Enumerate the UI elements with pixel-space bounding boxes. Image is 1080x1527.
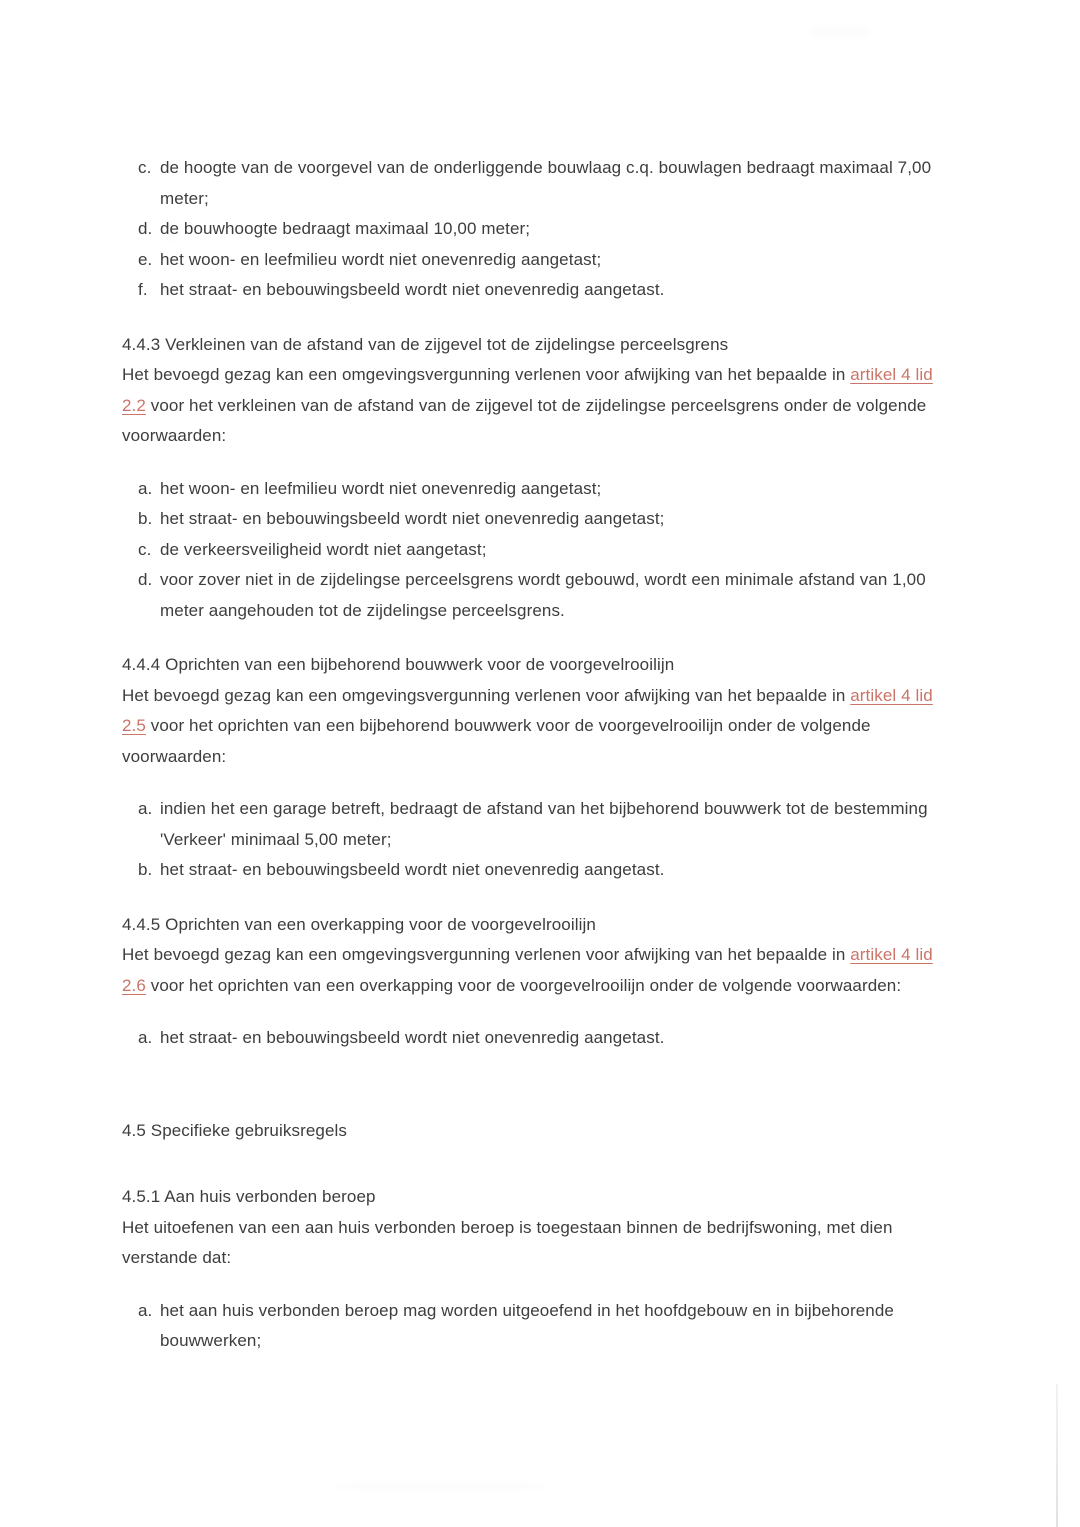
scan-artifact-smudge — [810, 26, 870, 38]
section-heading: 4.4.5 Oprichten van een overkapping voor de voorgevelrooilijn — [122, 914, 596, 934]
scan-artifact-line — [1056, 1384, 1058, 1527]
list-item-marker: d. — [138, 570, 153, 589]
list-item-text: indien het een garage betreft, bedraagt de afstand van het bijbehorend bouwwerk tot de bestemming 'Verkeer' minimaal 5,00 meter; — [160, 799, 928, 849]
list-item — [138, 1023, 944, 1054]
list-item — [138, 275, 944, 306]
condition-list — [122, 1296, 944, 1357]
list-item-marker: c. — [138, 158, 152, 177]
article-link[interactable]: artikel 4 lid 2.6 — [122, 945, 933, 995]
document-content — [122, 131, 944, 1357]
list-item — [138, 474, 944, 505]
list-item-marker: b. — [138, 509, 153, 528]
article-link[interactable]: artikel 4 lid 2.5 — [122, 685, 933, 735]
section — [122, 910, 944, 1054]
list-item-text: voor zover niet in de zijdelingse perceelsgrens wordt gebouwd, wordt een minimale afstand van 1,00 meter aangehouden tot de zijdelingse perceelsgrens. — [160, 570, 926, 620]
scan-artifact-smudge — [160, 232, 178, 240]
list-item-marker: a. — [138, 478, 153, 498]
paragraph-text: Het bevoegd gezag kan een omgevingsvergunning verlenen voor afwijking van het bepaalde in — [122, 945, 851, 964]
list-item-text: de hoogte van de voorgevel van de onderliggende bouwlaag c.q. bouwlagen bedraagt maximaal 7,00 meter; — [160, 158, 932, 208]
list-item — [138, 794, 944, 855]
section — [122, 330, 944, 627]
section-paragraph — [122, 681, 944, 773]
condition-list — [122, 474, 944, 627]
list-item — [138, 504, 944, 535]
section — [122, 1182, 944, 1357]
list-item-marker: c. — [138, 539, 152, 559]
list-item — [138, 565, 944, 626]
section-heading: 4.5 Specifieke gebruiksregels — [122, 1120, 347, 1140]
list-item-text: het straat- en bebouwingsbeeld wordt niet onevenredig aangetast; — [160, 509, 665, 528]
section — [122, 153, 944, 306]
section-paragraph — [122, 1213, 944, 1274]
paragraph-text: Het uitoefenen van een aan huis verbonden beroep is toegestaan binnen de bedrijfswoning, met dien verstande dat: — [122, 1217, 893, 1267]
section — [122, 650, 944, 886]
list-item-text: de verkeersveiligheid wordt niet aangetast; — [160, 539, 487, 559]
scan-artifact-smudge — [330, 1482, 550, 1490]
paragraph-text: voor het verkleinen van de afstand van de zijgevel tot de zijdelingse perceelsgrens onder de volgende voorwaarden: — [122, 395, 927, 445]
paragraph-text: Het bevoegd gezag kan een omgevingsvergunning verlenen voor afwijking van het bepaalde in — [122, 365, 851, 384]
paragraph-text: voor het oprichten van een bijbehorend bouwwerk voor de voorgevelrooilijn onder de volgende voorwaarden: — [122, 716, 871, 766]
list-item-text: het aan huis verbonden beroep mag worden uitgeoefend in het hoofdgebouw en in bijbehorende bouwwerken; — [160, 1300, 894, 1350]
section-heading: 4.5.1 Aan huis verbonden beroep — [122, 1187, 376, 1206]
section — [122, 1116, 944, 1147]
list-item-text: het woon- en leefmilieu wordt niet onevenredig aangetast; — [160, 249, 602, 269]
section-heading: 4.4.4 Oprichten van een bijbehorend bouwwerk voor de voorgevelrooilijn — [122, 655, 675, 674]
list-item-text: de bouwhoogte bedraagt maximaal 10,00 meter; — [160, 219, 531, 238]
condition-list — [122, 1023, 944, 1054]
condition-list — [122, 153, 944, 306]
list-item-marker: d. — [138, 219, 153, 238]
list-item — [138, 245, 944, 276]
list-item-marker: a. — [138, 1300, 153, 1320]
section-paragraph — [122, 940, 944, 1001]
list-item-marker: e. — [138, 249, 153, 269]
list-item-marker: b. — [138, 860, 153, 879]
list-item — [138, 214, 944, 245]
list-item-text: het straat- en bebouwingsbeeld wordt niet onevenredig aangetast. — [160, 1028, 665, 1047]
list-item-marker: a. — [138, 1028, 153, 1047]
list-item-text: het straat- en bebouwingsbeeld wordt niet onevenredig aangetast. — [160, 280, 665, 299]
paragraph-text: Het bevoegd gezag kan een omgevingsvergunning verlenen voor afwijking van het bepaalde in — [122, 685, 851, 705]
list-item-marker: a. — [138, 799, 153, 818]
list-item-text: het straat- en bebouwingsbeeld wordt niet onevenredig aangetast. — [160, 860, 665, 879]
list-item-text: het woon- en leefmilieu wordt niet onevenredig aangetast; — [160, 478, 602, 498]
list-item-marker: f. — [138, 280, 148, 299]
condition-list — [122, 794, 944, 886]
list-item — [138, 153, 944, 214]
section-heading: 4.4.3 Verkleinen van de afstand van de zijgevel tot de zijdelingse perceelsgrens — [122, 334, 729, 354]
section-paragraph — [122, 360, 944, 452]
list-item — [138, 1296, 944, 1357]
list-item — [138, 535, 944, 566]
list-item — [138, 855, 944, 886]
paragraph-text: voor het oprichten van een overkapping voor de voorgevelrooilijn onder de volgende voorwaarden: — [145, 975, 902, 995]
article-link[interactable]: artikel 4 lid 2.2 — [122, 365, 933, 415]
